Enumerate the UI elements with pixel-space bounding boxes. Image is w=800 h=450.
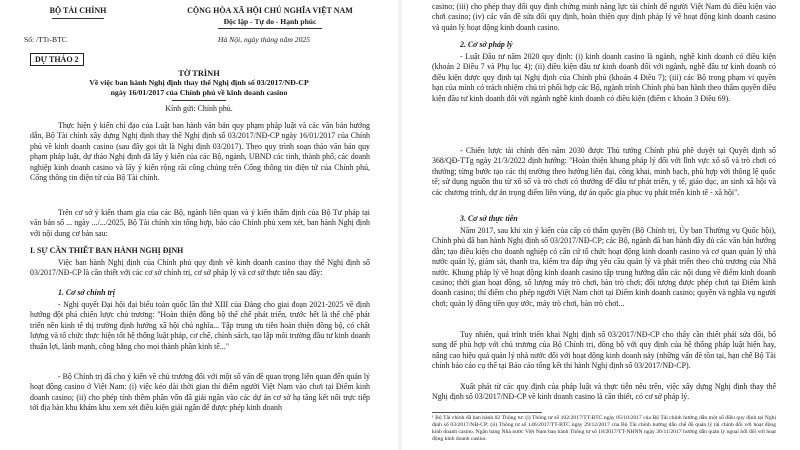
practical-basis-limitations: Tuy nhiên, quá trình triển khai Nghị định số 03/2017/NĐ-CP cho thấy cần thiết phải sửa đổi, bổ sung để phù hợp với chủ trương của Bộ Chính trị, đồng bộ với quy định của hệ thống pháp luật hiện hay, nâng cao hiệu quả quản lý nhà nước đối với hoạt động kinh doanh này (những vấn đề tồn tại, hạn chế Bộ Tài chính báo cáo cụ thể tại Báo cáo tổng kết thi hành Nghị định số 03/2017/NĐ-CP). [432,330,776,371]
motto-underline [218,28,322,29]
document-title: TỜ TRÌNH [178,69,220,78]
basis-paragraph: Trên cơ sở ý kiến tham gia của các Bộ, ngành liên quan và ý kiến thẩm định của Bộ Tư pháp tại văn bản số ... ngày .../.../2025, Bộ Tài chính xin tổng hợp, báo cáo Chính phủ xem xét, ban hành Nghị định với nội dung cơ bản sau: [30,208,370,238]
document-page-left [0,0,398,450]
republic-name: CỘNG HÒA XÃ HỘI CHỦ NGHĨA VIỆT NAM [187,6,353,15]
legal-basis-investment-law: - Luật Đầu tư năm 2020 quy định: (i) kinh doanh casino là ngành, nghề kinh doanh có điều kiện (khoản 2 Điều 7 và Phụ lục 4); (ii) điều kiện đầu tư kinh doanh đối với ngành, nghề đầu tư kinh doanh có điều kiện được quy định tại Nghị định của Chính phủ (khoản 4 Điều 7); (iii) các Bộ trong phạm vi quyền hạn của mình có trách nhiệm chủ trì phối hợp các Bộ, ngành trình Chính phủ ban hành theo thẩm quyền điều kiện đầu tư kinh doanh đối với ngành nghề kinh doanh có điều kiện (điểm c khoản 3 Điều 69). [432,52,776,103]
political-basis-resolution: - Nghị quyết Đại hội đại biểu toàn quốc lần thứ XIII của Đảng cho giai đoạn 2021-2025 về định hướng đột phá chiến lược chủ trương: "Hoàn thiện đồng bộ thể chế phát triển, trước hết là thể chế phát triển nền kinh tế thị trường định hướng xã hội chủ nghĩa... Tập trung ưu tiên hoàn thiện đồng bộ, có chất lượng và tổ chức thực hiện tốt hệ thống luật pháp, cơ chế, chính sách, tạo lập môi trường đầu tư kinh doanh thuận lợi, lành mạnh, công bằng cho mọi thành phần kinh tế..." [30,300,370,351]
ministry-underline [52,18,104,19]
footnote: ¹ Bộ Tài chính đã ban hành 02 Thông tư: (i) Thông tư số 102/2017/TT-BTC ngày 05/10/2017 của Bộ Tài chính hướng dẫn một số điều quy định tại Nghị định số 03/2017/NĐ-CP; (ii) Thông tư số 146/2017/TT-BTC ngày 29/12/2017 của Bộ Tài chính hướng dẫn chế độ quản lý tài chính đối với hoạt động kinh doanh casino. Ngân hàng Nhà nước Việt Nam ban hành Thông tư số 18/2017/TT-NHNN ngày 30/11/2017 hướng dẫn quản lý ngoại hối đối với hoạt động kinh doanh casino. [432,415,776,442]
politburo-continuation: casino; (iii) cho phép thay đổi quy định chứng minh năng lực tài chính để người Việt Nam đủ điều kiện vào chơi casino; (iv) các vấn đề sửa đổi quy định, hoàn thiện quy định pháp lý về hoạt động kinh doanh casino và quản lý hoạt động kinh doanh casino. [432,2,776,32]
subheading-practical-basis: 3. Cơ sở thực tiễn [460,214,518,223]
conclusion-paragraph: Xuất phát từ các quy định của pháp luật và thực tiễn nêu trên, việc xây dựng Nghị định thay thế Nghị định số 03/2017/NĐ-CP về kinh doanh casino là cần thiết, có cơ sở pháp lý. [432,382,776,402]
document-subtitle-line-1: Về việc ban hành Nghị định thay thế Nghị định số 03/2017/NĐ-CP [89,78,309,87]
document-page-right [402,0,800,450]
national-motto: Độc lập - Tự do - Hạnh phúc [223,17,317,26]
practical-basis-2017: Năm 2017, sau khi xin ý kiến của cấp có thẩm quyền (Bộ Chính trị, Ủy ban Thường vụ Quốc hội), Chính phủ đã ban hành Nghị định số 03/2017/NĐ-CP; các Bộ, ngành đã ban hành đầy đủ các văn bản hướng dẫn; tạo điều kiện cho doanh nghiệp có căn cứ tổ chức hoạt động kinh doanh casino và cơ quan quản lý nhà nước quản lý, giám sát, thanh tra, kiểm tra đáp ứng yêu cầu quản lý và phát triển theo chủ trương của Nhà nước. Khung pháp lý về hoạt động kinh doanh casino tập trung hướng dẫn các nội dung về điểm kinh doanh casino; thời gian hoạt động, số lượng máy trò chơi, bàn trò chơi; đối tượng được phép chơi tại Điểm kinh doanh casino; thí điểm cho phép người Việt Nam chơi tại Điểm kinh doanh casino; quyền và nghĩa vụ người chơi; quản lý đồng tiền quy ước, máy trò chơi, bàn trò chơi... [432,226,776,308]
subheading-legal-basis: 2. Cơ sở pháp lý [460,40,513,49]
document-date: Hà Nội, ngày tháng năm 2025 [218,35,310,44]
document-subtitle-line-2: ngày 16/01/2017 của Chính phủ về kinh doanh casino [110,88,288,97]
section-heading-necessity: I. SỰ CẦN THIẾT BAN HÀNH NGHỊ ĐỊNH [30,246,184,255]
draft-label: DỰ THẢO 2 [30,53,84,66]
intro-paragraph: Thực hiện ý kiến chỉ đạo của Luật ban hành văn bản quy phạm pháp luật và các văn bản hướng dẫn, Bộ Tài chính xây dựng Nghị định thay thế Nghị định số 03/2017/NĐ-CP ngày 16/01/2017 của Chính phủ về kinh doanh casino (sau đây gọi tắt là Nghị định 03/2017). Theo quy trình soạn thảo văn bản quy phạm pháp luật, dự thảo Nghị định đã lấy ý kiến của các Bộ, ngành, UBND các tỉnh, thành phố, các doanh nghiệp kinh doanh casino và lấy ý kiến rộng rãi công chúng trên Cổng thông tin điện tử của Chính phủ, Cổng thông tin điện tử của Bộ Tài chính. [30,121,370,183]
recipient-line: Kính gửi: Chính phủ. [165,104,233,113]
subheading-political-basis: 1. Cơ sở chính trị [58,288,115,297]
subtitle-underline [172,100,226,101]
legal-basis-finance-strategy: - Chiến lược tài chính đến năm 2030 được Thủ tướng Chính phủ phê duyệt tại Quyết định số 368/QĐ-TTg ngày 21/3/2022 định hướng: "Hoàn thiện khung pháp lý đối với lĩnh vực xổ số và trò chơi có thưởng; từng bước tạo các thị trường theo hướng liên đại, công khai, minh bạch, phù hợp với thông lệ quốc tế; sử dụng nguồn thu từ xổ số và trò chơi có thưởng để đầu tư phát triển, y tế, giáo dục, an sinh xã hội và các chương trình, dự án trọng điểm liên vùng, dự án quốc gia phục vụ phát triển kinh tế - xã hội". [432,146,776,197]
political-basis-politburo: - Bộ Chính trị đã cho ý kiến về chủ trương đối với một số vấn đề quan trọng liên quan đến quản lý hoạt động casino ở Việt Nam: (i) việc kéo dài thời gian thí điểm người Việt Nam vào chơi tại Điểm kinh doanh casino; (ii) cho phép tính thêm phần vốn đã giải ngân vào các dự án cơ sở hạ tầng kết nối trực tiếp tới địa bàn khu khám khu xem xét điều kiện giải ngân để được phép kinh doanh [30,372,370,413]
footnote-separator [432,412,542,413]
ministry-name: BỘ TÀI CHÍNH [49,6,107,15]
necessity-paragraph: Việc ban hành Nghị định của Chính phủ quy định về kinh doanh casino thay thế Nghị định số 03/2017/NĐ-CP là cần thiết với các cơ sở chính trị, cơ sở pháp lý và cơ sở thực tiễn sau đây: [30,258,370,278]
document-number: Số: /TTr-BTC [24,35,67,44]
